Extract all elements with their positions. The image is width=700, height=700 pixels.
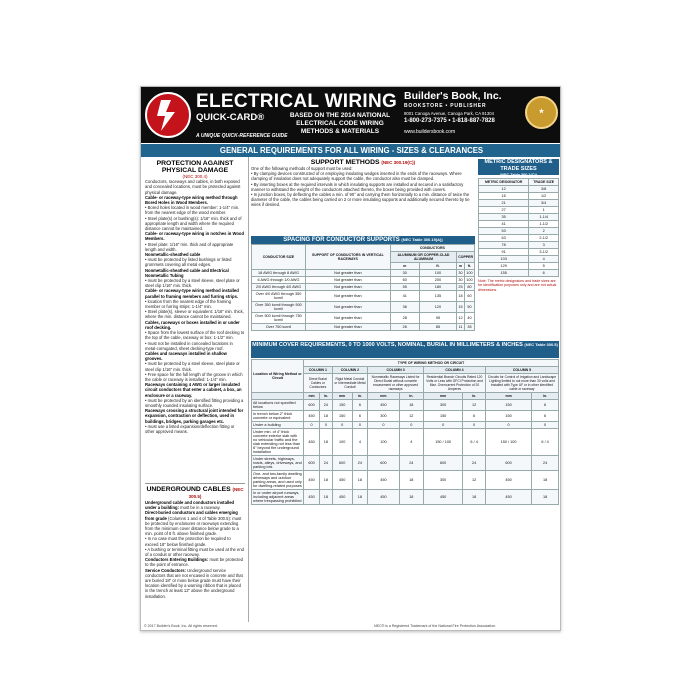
col-header: Location of Wiring Method or Circuit	[252, 360, 304, 393]
table-cell: 300	[424, 471, 463, 490]
table-cell: 26	[390, 324, 419, 331]
unit-header: in.	[352, 393, 368, 400]
table-cell: 35	[464, 324, 474, 331]
table-cell: 18	[457, 291, 465, 302]
table-cell: 1-1/4	[529, 214, 559, 221]
column-header: COLUMN 4	[424, 367, 486, 374]
table-cell: 0	[352, 422, 368, 429]
col-header: METRIC DESIGNATOR	[479, 179, 529, 186]
table-cell: 18	[320, 411, 333, 422]
underground-item: • A bushing or terminal fitting must be used at the end of a conduit or other raceway.	[145, 546, 245, 558]
table-cell: 100	[332, 429, 352, 456]
protection-section	[145, 160, 245, 480]
metric-banner	[478, 159, 559, 175]
unit-header: m	[390, 263, 419, 270]
table-cell: 155	[479, 270, 529, 277]
protection-heading: Cable- or raceway-type wiring method through Bored Holes in Wood Members.	[145, 194, 238, 206]
table-cell: 100	[419, 270, 456, 277]
quick-card-label: QUICK-CARD®	[196, 112, 265, 123]
table-cell: 12	[457, 313, 465, 324]
col-header: CONDUCTORS	[390, 245, 474, 252]
table-cell: 24	[352, 456, 368, 471]
protection-intro: Conductors, raceways and cables, in both exposed and concealed locations, must be protected against physical damage.	[145, 179, 241, 195]
unit-header: ft.	[419, 263, 456, 270]
table-cell: 450	[424, 490, 463, 505]
table-cell: 36	[390, 302, 419, 313]
table-cell: 18	[320, 490, 333, 505]
table-cell: 450	[304, 411, 320, 422]
table-cell: 18 AWG through 8 AWG	[252, 270, 306, 277]
table-cell: 41	[479, 221, 529, 228]
table-cell: 450	[368, 490, 399, 505]
underground-item: Underground service conductors that are not encased in concrete and that are buried 18" or more below grade must have their location identified by a warning ribbon that is placed in the trench at least 12" above the underground installation.	[145, 567, 243, 599]
table-cell: Over 4/0 AWG through 350 kcmil	[252, 291, 306, 302]
table-cell: 135	[419, 291, 456, 302]
support-item: • By clamping devices constructed of or employing insulating wedges inserted in the ends of the raceways. Where clamping of insulation does not adequately support the cable, the conductor also must be clamped.	[251, 171, 462, 182]
protection-item: • must be protected by listed bushings or listed grommets covering all metal edges.	[145, 257, 232, 268]
col-header: COPPER	[457, 252, 475, 263]
copyright: © 2017 Builder's Book, Inc. All rights reserved.	[144, 624, 218, 628]
protection-item: • Bored holes located in wood member: 1-1/4" min. from the nearest edge of the wood member.	[145, 205, 240, 216]
unit-header: mm	[424, 393, 463, 400]
table-cell: 85	[419, 324, 456, 331]
protection-item: • must use a listed expansion/deflection fitting or other approved means.	[145, 423, 235, 434]
table-cell: 2/0 AWG through 4/0 AWG	[252, 284, 306, 291]
table-cell: 91	[479, 249, 529, 256]
table-cell: Not greater than	[305, 284, 390, 291]
unit-header: mm	[332, 393, 352, 400]
table-row	[252, 456, 559, 471]
table-cell: 18	[532, 471, 559, 490]
spacing-ref: (NEC Table 300.19(A))	[401, 237, 443, 242]
table-row	[479, 221, 559, 228]
table-cell: 3/4	[529, 200, 559, 207]
table-cell: Not greater than	[305, 270, 390, 277]
column-header: COLUMN 1	[304, 367, 333, 374]
table-cell: Not greater than	[305, 277, 390, 284]
column-header: COLUMN 5	[485, 367, 558, 374]
table-cell: 30	[458, 271, 463, 275]
table-cell: 450	[304, 429, 320, 456]
column-description: Direct Burial Cables or Conductors	[304, 374, 333, 393]
table-cell: Over 350 kcmil through 500 kcmil	[252, 302, 306, 313]
protection-ref: (NEC 300.4)	[182, 174, 208, 179]
table-cell: 3-1/2	[529, 249, 559, 256]
table-cell: 95	[419, 313, 456, 324]
table-cell: 600	[332, 456, 352, 471]
col-header: CONDUCTOR SIZE	[252, 245, 306, 270]
table-row	[479, 193, 559, 200]
table-row	[252, 411, 559, 422]
protection-heading: Nonmetallic-sheathed cable and Electrical Nonmetallic Tubing	[145, 267, 229, 278]
table-cell: 450	[485, 471, 531, 490]
table-cell: 18	[352, 490, 368, 505]
table-row	[479, 186, 559, 193]
protection-heading: Nonmetallic-sheathed cable	[145, 252, 201, 258]
underground-item: must be protected to the point of entrance.	[145, 557, 243, 568]
table-cell: 3/8	[529, 186, 559, 193]
table-cell: 2-1/2	[529, 235, 559, 242]
table-row	[252, 284, 475, 291]
table-cell: 100	[368, 429, 399, 456]
table-cell: 600	[368, 456, 399, 471]
location-cell: Under streets, highways, roads, alleys, driveways, and parking lots	[253, 457, 302, 469]
table-cell: 12	[479, 186, 529, 193]
table-cell: 18	[399, 400, 423, 411]
table-row	[252, 490, 559, 505]
underground-item: • In no case must the protection be required to exceed 18" below finished grade.	[145, 536, 231, 547]
table-row	[252, 422, 559, 429]
code-basis: BASED ON THE 2014 NATIONAL ELECTRICAL CODE WIRING METHODS & MATERIALS	[289, 112, 391, 135]
support-item: • By inserting boxes at the required intervals in which insulating supports are installed and secured in a satisfactory manner to withstand the weight of the conductors attached thereto, the boxes being provided with covers.	[251, 181, 464, 192]
protection-heading: Raceways containing 4 AWG or larger insulated circuit conductors that enter a cabinet, a box, an enclosure or a raceway.	[145, 382, 242, 398]
protection-item: • must be protected by an identified fitting providing a smoothly rounded insulating surface.	[145, 397, 244, 408]
unit-header: in.	[463, 393, 486, 400]
table-cell: 0	[485, 422, 531, 429]
unit-header: ft.	[464, 263, 474, 270]
col-header: ALUMINUM OR COPPER-CLAD ALUMINUM	[390, 252, 456, 263]
spacing-banner	[251, 236, 475, 244]
lightning-logo-icon	[145, 92, 191, 138]
protection-heading: Raceways crossing a structural joint intended for expansion, contraction or deflection, used in buildings, bridges, parking garages etc.	[145, 408, 244, 424]
table-cell: Not greater than	[305, 324, 390, 331]
seal-icon: ★	[525, 96, 558, 129]
table-row	[479, 249, 559, 256]
quick-card	[140, 86, 561, 631]
protection-item: • Steel plate(s) or bushing(s): 1/16" min. thick and of appropriate length and width where the required distance cannot be maintained.	[145, 215, 242, 232]
table-row	[479, 207, 559, 214]
table-cell: 200	[419, 277, 456, 284]
table-cell: 55	[390, 284, 419, 291]
location-cell: Under min. of 4" thick concrete exterior slab with no vehicular traffic and the slab extending not less than 6" beyond the underground installation	[252, 429, 304, 456]
guide-tagline: A UNIQUE QUICK-REFERENCE GUIDE	[196, 133, 288, 139]
table-cell: 0	[304, 422, 320, 429]
cover-table-wrap	[251, 359, 559, 505]
table-cell: 600	[424, 456, 463, 471]
metric-title: METRIC DESIGNATORS & TRADE SIZES	[484, 159, 553, 172]
table-cell: 150	[332, 411, 352, 422]
table-cell: 600	[304, 400, 320, 411]
table-cell: 150	[332, 400, 352, 411]
table-cell: 1/2	[529, 193, 559, 200]
table-row	[479, 200, 559, 207]
unit-header: in.	[532, 393, 559, 400]
table-cell: 60	[390, 277, 419, 284]
location-cell: In trench below 2" thick concrete or equivalent	[252, 411, 304, 422]
table-cell: 21	[479, 200, 529, 207]
table-cell: 450	[485, 490, 531, 505]
table-cell: 6	[352, 400, 368, 411]
table-cell: 5	[529, 263, 559, 270]
table-row	[479, 256, 559, 263]
col-header: TYPE OF WIRING METHOD OR CIRCUIT	[304, 360, 559, 367]
table-cell: 27	[479, 207, 529, 214]
table-row	[479, 214, 559, 221]
table-cell: 3	[529, 242, 559, 249]
table-cell: 4	[399, 429, 423, 456]
underground-item: must be in a raceway.	[180, 505, 221, 511]
table-cell: 63	[479, 235, 529, 242]
table-cell: Over 500 kcmil through 750 kcmil	[252, 313, 306, 324]
table-cell: 450	[304, 471, 320, 490]
protection-heading: Cables and raceways installed in shallow grooves.	[145, 350, 227, 362]
table-cell: 18	[352, 471, 368, 490]
table-cell: 300	[424, 400, 463, 411]
table-cell: 6 AWG through 1/0 AWG	[252, 277, 306, 284]
table-cell: Not greater than	[305, 291, 390, 302]
table-cell: 18	[399, 490, 423, 505]
table-cell: 6	[532, 400, 559, 411]
table-cell: 4	[352, 429, 368, 456]
card-footer	[144, 624, 559, 628]
table-cell: 30	[390, 270, 419, 277]
column-description: Circuits for Control of Irrigation and Landscape Lighting limited to not more than 30 volts and installed with Type UF or in other identified cable or raceway	[485, 374, 558, 393]
underground-section	[145, 483, 245, 623]
table-cell: 24	[463, 456, 486, 471]
section-banner: GENERAL REQUIREMENTS FOR ALL WIRING - SIZES & CLEARANCES	[141, 144, 561, 157]
table-cell: 1-1/2	[529, 221, 559, 228]
table-cell: 30	[458, 278, 463, 282]
protection-title: PROTECTION AGAINST PHYSICAL DAMAGE	[156, 160, 234, 174]
underground-ref: (NEC 300.5)	[188, 487, 244, 499]
table-cell: 24	[320, 400, 333, 411]
location-cell: All locations not specified below	[252, 400, 304, 411]
table-row	[252, 277, 475, 284]
location-cell: One- and two-family dwelling driveways and outdoor parking areas, and used only for dwelling-related purposes	[253, 472, 302, 488]
table-cell: 450	[368, 471, 399, 490]
table-cell: 0	[320, 422, 333, 429]
table-cell: 0	[532, 422, 559, 429]
table-cell: 600	[485, 456, 531, 471]
table-cell: 0	[332, 422, 352, 429]
underground-heading: Conductors Entering Buildings:	[145, 557, 209, 563]
table-cell: 100	[466, 278, 473, 282]
table-cell: 0	[368, 422, 399, 429]
cover-table	[251, 359, 559, 505]
protection-heading: Cable- or raceway-type wiring in notches in Wood Members.	[145, 231, 245, 242]
table-cell: 150 / 100	[424, 429, 463, 456]
protection-item: • Steel plate: 1/16" min. thick and of appropriate length and width.	[145, 241, 234, 252]
table-cell: 180	[419, 284, 456, 291]
table-cell: 16	[479, 193, 529, 200]
table-cell: 78	[479, 242, 529, 249]
table-row	[479, 242, 559, 249]
underground-item: (Columns 1 and 4 of Table 300.5): must be protected by enclosures or raceways extending from the minimum cover distance below grade to a min. point of 8 ft. above finished grade.	[145, 515, 242, 537]
table-cell: 11	[458, 325, 463, 329]
column-divider	[248, 157, 249, 622]
table-row	[252, 302, 475, 313]
table-row	[252, 270, 475, 277]
unit-header: mm	[368, 393, 399, 400]
table-row	[252, 400, 559, 411]
protection-item: • Space from the lowest surface of the roof decking to the top of the cable, raceway or box: 1-1/2" min.	[145, 330, 245, 341]
table-cell: 150	[485, 411, 531, 422]
table-cell: 150	[485, 400, 531, 411]
metric-note: Note: The metric designators and trade sizes are for identification purposes only and are not actual dimensions.	[478, 279, 557, 292]
table-cell: 41	[390, 291, 419, 302]
table-cell: 15	[457, 302, 465, 313]
spacing-table	[251, 244, 475, 331]
publisher-tagline: BOOKSTORE • PUBLISHER	[404, 103, 487, 109]
table-cell: 100	[466, 271, 473, 275]
table-cell: 12	[399, 411, 423, 422]
table-cell: Not greater than	[305, 302, 390, 313]
table-row	[252, 313, 475, 324]
table-cell: 0	[399, 422, 423, 429]
underground-heading: Service Conductors:	[145, 567, 186, 573]
underground-title: UNDERGROUND CABLES	[146, 486, 231, 493]
publisher-url: www.buildersbook.com	[404, 129, 456, 135]
table-cell: 28	[390, 313, 419, 324]
table-cell: 150	[424, 411, 463, 422]
table-cell: 1	[529, 207, 559, 214]
table-cell: 12	[463, 400, 486, 411]
table-cell: 24	[532, 456, 559, 471]
table-cell: 0	[463, 422, 486, 429]
table-cell: 4	[529, 256, 559, 263]
column-description: Nonmetallic Raceways Listed for Direct Burial without concrete encasement or other approved raceways	[368, 374, 424, 393]
protection-heading: Cables, raceways or boxes installed in or under roof decking.	[145, 319, 240, 330]
support-section	[251, 159, 475, 237]
column-header: COLUMN 2	[332, 367, 368, 374]
table-cell: 129	[479, 263, 529, 270]
table-cell: 18	[532, 490, 559, 505]
underground-heading: Direct-buried conductors and cables emerging from grade	[145, 510, 238, 521]
spacing-title: SPACING FOR CONDUCTOR SUPPORTS	[283, 237, 400, 243]
metric-ref: (NEC Table 300.1(C))	[499, 173, 538, 177]
table-row	[479, 270, 559, 277]
cover-ref: (NEC Table 300.5)	[524, 342, 558, 347]
protection-item: • Free space for the full length of the groove in which the cable or raceway is installed: 1-1/4" min.	[145, 371, 243, 382]
table-cell: Over 750 kcmil	[252, 324, 306, 331]
publisher-phone: 1-800-273-7375 • 1-818-887-7828	[404, 118, 495, 124]
protection-heading: Cable- or raceway-type wiring method installed parallel to framing members and furring strips.	[145, 288, 239, 299]
support-item: • In junction boxes, by deflecting the cables a min. of 90° and carrying them horizontally to a min. distance of twice the diameter of the cable, the cables being carried on 2 or more insulating supports and additionally secured thereto by tie wires if desired.	[251, 192, 470, 208]
table-cell: 2	[529, 228, 559, 235]
table-cell: 24	[399, 456, 423, 471]
table-cell: 18	[399, 471, 423, 490]
table-row	[252, 324, 475, 331]
unit-header: m	[457, 263, 465, 270]
location-cell: Under a building	[252, 422, 304, 429]
table-cell: 24	[320, 456, 333, 471]
table-cell: 120	[419, 302, 456, 313]
protection-item: • location from the nearest edge of the framing member or furring strips: 1-1/4" min.	[145, 298, 231, 310]
table-cell: 103	[479, 256, 529, 263]
table-cell: 50	[464, 302, 474, 313]
publisher-name: Builder's Book, Inc.	[404, 90, 502, 102]
protection-item: • must not be installed in concealed locations in metal-corrugated, sheet decking-type roof.	[145, 340, 233, 351]
table-cell: 6	[529, 270, 559, 277]
table-row	[479, 263, 559, 270]
table-cell: 6	[352, 411, 368, 422]
cover-banner	[251, 341, 559, 358]
table-cell: 6 / 4	[532, 429, 559, 456]
table-row	[252, 291, 475, 302]
table-cell: 53	[479, 228, 529, 235]
cover-title: MINIMUM COVER REQUIREMENTS, 0 TO 1000 VOLTS, NOMINAL, BURIAL IN MILLIMETERS & INCHES	[252, 342, 523, 348]
col-header: SUPPORT OF CONDUCTORS IN VERTICAL RACEWAYS	[305, 245, 390, 270]
unit-header: mm	[485, 393, 531, 400]
table-cell: 6	[532, 411, 559, 422]
product-title: ELECTRICAL WIRING	[196, 91, 398, 112]
table-cell: 25	[458, 285, 463, 289]
table-cell: 450	[368, 400, 399, 411]
spacing-table-wrap	[251, 244, 475, 331]
protection-item: • Steel plate(s), sleeve or equivalent: 1/16" min. thick, where the min. distance cannot be maintained.	[145, 309, 244, 320]
table-cell: 35	[479, 214, 529, 221]
table-cell: 450	[304, 490, 320, 505]
metric-table-wrap	[478, 178, 559, 292]
table-cell: 6	[463, 411, 486, 422]
metric-table	[478, 178, 559, 277]
card-header	[141, 87, 561, 143]
table-cell: 12	[463, 471, 486, 490]
table-cell: 18	[320, 429, 333, 456]
table-cell: 60	[464, 291, 474, 302]
underground-heading: Underground cable and conductors installed under a building:	[145, 500, 235, 511]
table-row	[252, 429, 559, 456]
protection-item: • must be protected by a steel sleeve, steel plate or steel clip 1/16" min. thick.	[145, 361, 240, 372]
publisher-address: 8001 Canoga Avenue, Canoga Park, CA 91304	[404, 111, 494, 116]
table-cell: 450	[332, 471, 352, 490]
table-row	[252, 471, 559, 490]
table-cell: 300	[368, 411, 399, 422]
table-cell: 150 / 100	[485, 429, 531, 456]
support-title: SUPPORT METHODS	[310, 159, 380, 166]
table-cell: 18	[463, 490, 486, 505]
table-cell: Not greater than	[305, 313, 390, 324]
col-header: TRADE SIZE	[529, 179, 559, 186]
location-cell: In or under airport runways, including adjacent areas where trespassing prohibited	[253, 491, 302, 503]
column-header: COLUMN 3	[368, 367, 424, 374]
unit-header: in.	[320, 393, 333, 400]
table-cell: 40	[464, 313, 474, 324]
table-cell: 18	[320, 471, 333, 490]
column-description: Rigid Metal Conduit or Intermediate Metal Conduit	[332, 374, 368, 393]
protection-item: • must be protected by a steel sleeve, steel plate or steel clip 1/16" min. thick.	[145, 278, 240, 289]
table-row	[479, 235, 559, 242]
unit-header: mm	[304, 393, 320, 400]
support-ref: (NEC 300.19(C))	[381, 160, 416, 165]
table-cell: 600	[304, 456, 320, 471]
trademark-note: NEC® is a Registered Trademark of the National Fire Protection Association.	[374, 624, 497, 628]
support-intro: One of the following methods of support must be used:	[251, 166, 353, 171]
unit-header: in.	[399, 393, 423, 400]
table-cell: 80	[464, 284, 474, 291]
table-cell: 6 / 4	[463, 429, 486, 456]
column-description: Residential Branch Circuits Rated 120 Volts or Less with GFCI Protection and Max. Overcurrent Protection of 20 Amperes	[424, 374, 486, 393]
table-cell: 450	[332, 490, 352, 505]
table-row	[479, 228, 559, 235]
table-cell: 0	[424, 422, 463, 429]
